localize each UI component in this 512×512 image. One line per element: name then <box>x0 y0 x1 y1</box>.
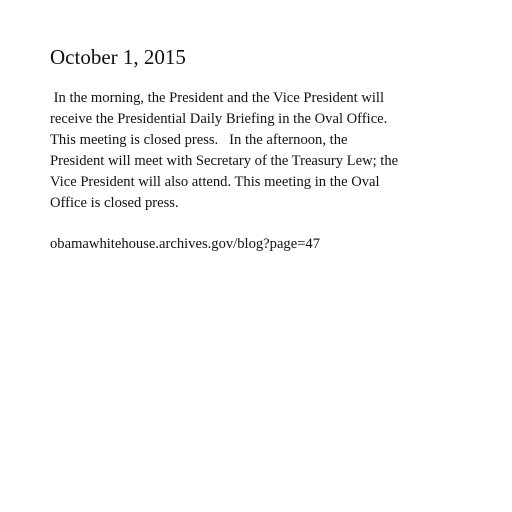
paragraph-line: receive the Presidential Daily Briefing in the Oval Office. <box>50 111 388 127</box>
schedule-paragraph <box>50 88 430 214</box>
paragraph-line: Office is closed press. <box>50 195 179 211</box>
paragraph-line: This meeting is closed press. In the afternoon, the <box>50 132 348 148</box>
paragraph-line: President will meet with Secretary of the Treasury Lew; the <box>50 153 399 169</box>
source-url: obamawhitehouse.archives.gov/blog?page=47 <box>50 236 321 252</box>
paragraph-line: Vice President will also attend. This meeting in the Oval <box>50 174 380 190</box>
paragraph-line: In the morning, the President and the Vice President will <box>50 90 385 106</box>
page-title: October 1, 2015 <box>50 45 186 69</box>
